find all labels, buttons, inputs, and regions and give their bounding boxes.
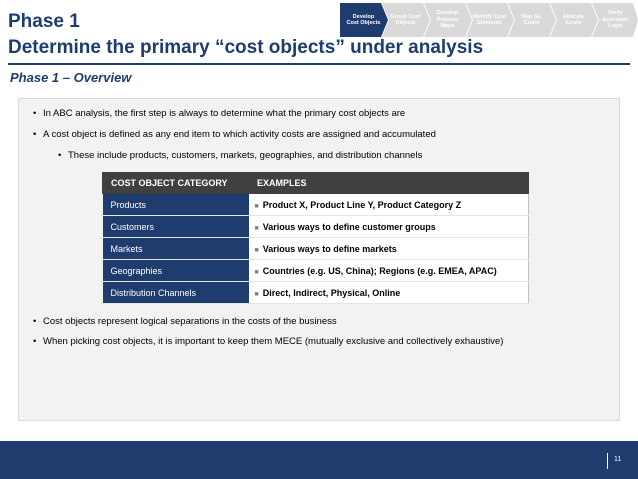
step-group-cost-objects[interactable] <box>382 3 429 37</box>
bullet-dot-icon: • <box>33 336 37 347</box>
page-number: 11 <box>614 456 622 463</box>
table-header-row <box>103 173 529 194</box>
step-label: Verify Economic Logic <box>602 10 629 30</box>
square-bullet-icon: ■ <box>254 246 259 254</box>
column-header-examples: EXAMPLES <box>249 173 529 194</box>
column-header-category: COST OBJECT CATEGORY <box>103 173 249 194</box>
step-label: Develop Cost Objects <box>346 13 381 26</box>
examples-text: Various ways to define markets <box>262 243 397 254</box>
table-row <box>103 260 529 282</box>
step-label: Allocate Costs <box>562 13 585 26</box>
step-label: Develop Process Maps <box>436 10 459 30</box>
table-row <box>103 282 529 304</box>
examples-text: Direct, Indirect, Physical, Online <box>262 287 401 298</box>
category-cell: Products <box>103 194 249 216</box>
step-develop-process-maps[interactable] <box>424 3 471 37</box>
table-row <box>103 194 529 216</box>
bullet-item <box>33 336 503 347</box>
examples-cell <box>249 282 529 304</box>
bullet-text: A cost object is defined as any end item to which activity costs are assigned and accumulated <box>43 129 436 140</box>
examples-cell <box>249 216 529 238</box>
step-allocate-costs[interactable] <box>550 3 597 37</box>
square-bullet-icon: ■ <box>254 290 259 298</box>
examples-text: Product X, Product Line Y, Product Category Z <box>262 199 462 210</box>
square-bullet-icon: ■ <box>254 268 259 276</box>
bullet-dot-icon: • <box>33 129 37 140</box>
step-map-gl-costs[interactable] <box>508 3 555 37</box>
square-bullet-icon: ■ <box>254 224 259 232</box>
section-heading: Phase 1 – Overview <box>10 70 132 85</box>
bullet-text: These include products, customers, markets, geographies, and distribution channels <box>68 150 423 161</box>
category-cell: Markets <box>103 238 249 260</box>
step-identify-cost-elements[interactable] <box>466 3 513 37</box>
bullet-item <box>33 108 405 119</box>
step-develop-cost-objects[interactable] <box>340 3 387 37</box>
step-label: Identify Cost Elements <box>472 13 507 26</box>
step-label: Group Cost Objects <box>390 13 421 26</box>
bullet-dot-icon: • <box>58 150 62 161</box>
examples-cell <box>249 194 529 216</box>
header-divider <box>8 63 630 65</box>
cost-object-table <box>102 172 529 304</box>
examples-cell <box>249 260 529 282</box>
examples-cell <box>249 238 529 260</box>
bullet-text: In ABC analysis, the first step is always to determine what the primary cost objects are <box>43 108 406 119</box>
bullet-text: Cost objects represent logical separations in the costs of the business <box>43 316 337 327</box>
process-step-chevrons <box>340 3 638 37</box>
footer-separator <box>607 453 608 469</box>
category-cell: Customers <box>103 216 249 238</box>
footer-bar <box>0 441 638 479</box>
table-row <box>103 238 529 260</box>
examples-text: Various ways to define customer groups <box>262 221 436 232</box>
bullet-dot-icon: • <box>33 108 37 119</box>
bullet-item <box>33 129 436 140</box>
step-verify-economic-logic[interactable] <box>592 3 638 37</box>
step-label: Map GL Costs <box>521 13 542 26</box>
examples-text: Countries (e.g. US, China); Regions (e.g. EMEA, APAC) <box>262 265 497 276</box>
bullet-item <box>33 316 337 327</box>
square-bullet-icon: ■ <box>254 202 259 210</box>
table-row <box>103 216 529 238</box>
bullet-dot-icon: • <box>33 316 37 327</box>
category-cell: Distribution Channels <box>103 282 249 304</box>
category-cell: Geographies <box>103 260 249 282</box>
sub-bullet-item <box>58 150 422 161</box>
bullet-text: When picking cost objects, it is important to keep them MECE (mutually exclusive and collectively exhaustive) <box>43 336 504 347</box>
page-subtitle: Determine the primary “cost objects” under analysis <box>8 37 484 58</box>
page-title: Phase 1 <box>8 11 80 32</box>
